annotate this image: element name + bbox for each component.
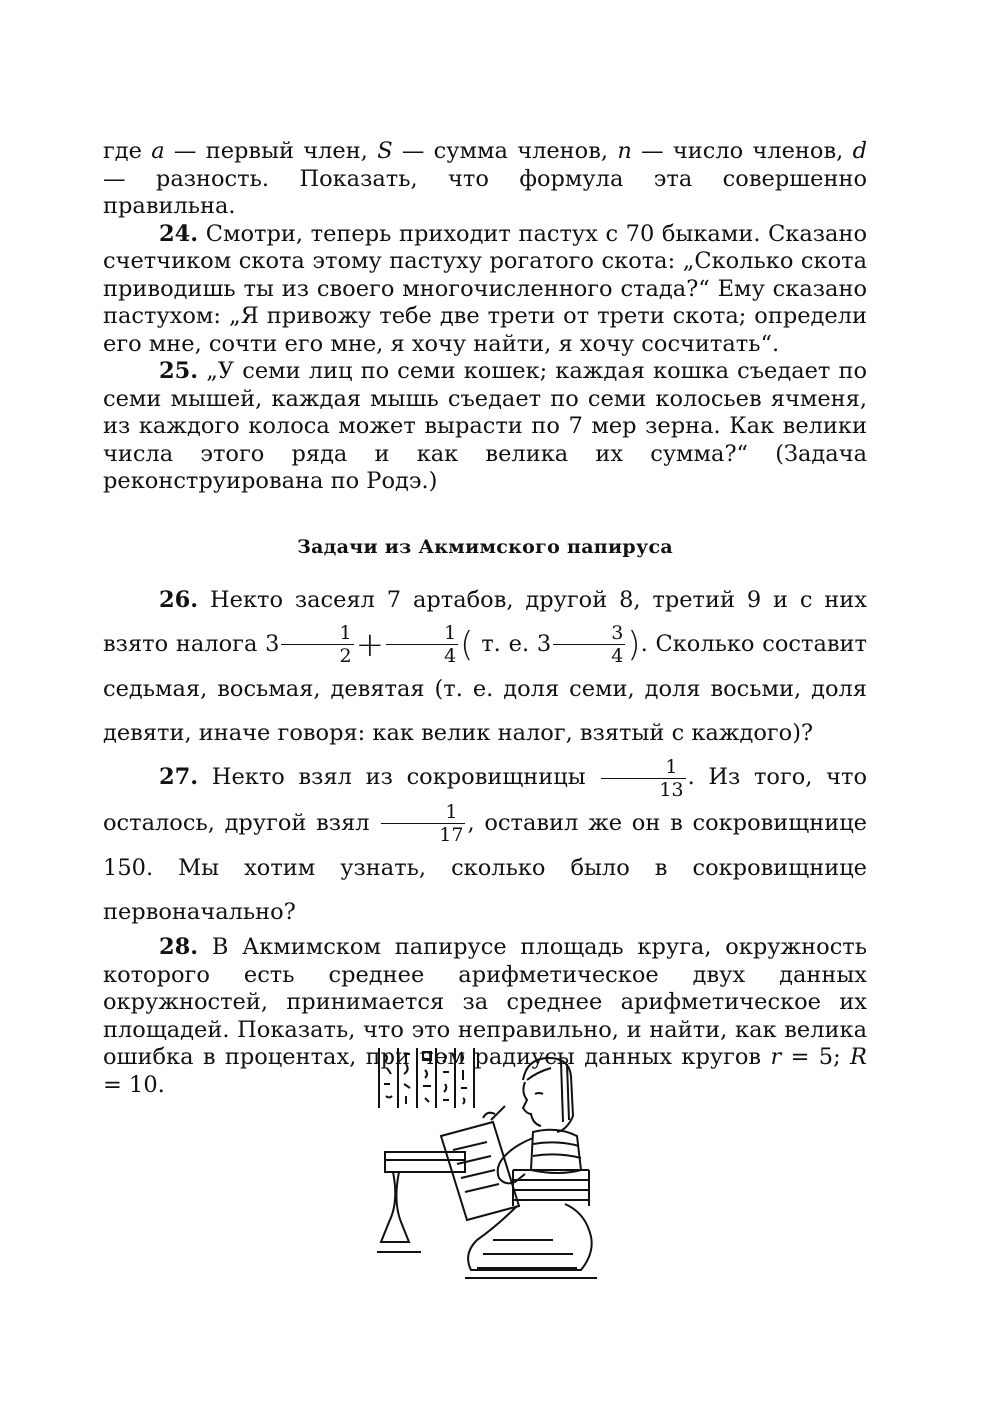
text-run: — первый член,: [164, 138, 378, 164]
section-heading: Задачи из Акмимского папируса: [297, 535, 673, 558]
problem-27: [103, 755, 867, 934]
left-paren: (: [460, 624, 474, 665]
formula-explanation: [103, 138, 867, 221]
problem-text: „У семи лиц по семи кошек; каждая кошка съедает по семи мышей, каждая мышь съедает по семи колосьев ячменя, из каждого колоса может вырасти по 7 мер зерна. Как велики числа этого ряда и как велика их сумма?“ (Задача реконструирована по Родэ.): [103, 358, 867, 494]
numerator: 1: [381, 801, 465, 824]
problem-number: 25.: [159, 358, 199, 384]
text-run: В Акмимском папирусе площадь круга, окружность которого есть среднее арифметическое двух данных окружностей, принимается за среднее арифметическое их площадей. Показать, что это неправильно, и найти, как велика ошибка в процентах, при чем радиусы данных кругов: [103, 934, 867, 1070]
page-body: [103, 138, 867, 1099]
text-run: — число членов,: [631, 138, 853, 164]
var-d: d: [852, 138, 867, 164]
var-R: R: [850, 1044, 867, 1070]
problem-24: [103, 221, 867, 359]
fraction: [381, 801, 465, 846]
problem-text: Смотри, теперь приходит пастух с 70 быками. Сказано счетчиком скота этому пастуху рогатого скота: „Сколько скота приводишь ты из своего многочисленного стада?“ Ему сказано пастухом: „Я привожу тебе две трети от трети скота; определи его мне, сочти его мне, я хочу найти, я хочу сосчитать“.: [103, 220, 867, 357]
var-s: S: [377, 138, 393, 164]
text-run: Некто засеял 7 артабов, другой 8, третий 9 и с них взято налога 3: [103, 586, 867, 657]
right-paren: ): [627, 624, 641, 665]
fraction: [601, 756, 685, 801]
egyptian-scribe-illustration: [373, 1040, 613, 1285]
text-run: = 5;: [781, 1044, 851, 1070]
text-run: Некто взял из сокровищницы: [198, 764, 600, 790]
denominator: 4: [444, 645, 457, 667]
numerator: 1: [281, 622, 353, 645]
text-run: где: [103, 138, 152, 164]
var-n: n: [617, 138, 632, 164]
fraction: [386, 622, 458, 667]
var-r: r: [770, 1044, 782, 1070]
denominator: 4: [611, 645, 624, 667]
problem-number: 26.: [159, 586, 199, 613]
var-a: a: [151, 138, 165, 164]
fraction: [281, 622, 353, 667]
problem-25: [103, 358, 867, 496]
denominator: 17: [439, 824, 464, 846]
text-run: — разность. Показать, что формула эта совершенно правильна.: [103, 165, 867, 219]
text-run: , оставил же он в сокровищнице 150. Мы хотим узнать, сколько было в сокровищнице первоначально?: [103, 809, 867, 925]
text-run: . Из того, что осталось, другой взял: [103, 764, 868, 836]
denominator: 2: [339, 645, 352, 667]
denominator: 13: [659, 778, 684, 801]
problem-number: 27.: [159, 764, 199, 790]
problem-26: [103, 578, 867, 756]
numerator: 1: [601, 756, 685, 779]
problem-number: 28.: [159, 934, 199, 960]
numerator: 3: [553, 622, 625, 645]
plus-sign: +: [355, 624, 385, 665]
numerator: 1: [386, 622, 458, 645]
text-run: — сумма членов,: [392, 138, 618, 164]
problem-number: 24.: [159, 220, 199, 247]
text-run: . Сколько составит седьмая, восьмая, девятая (т. е. доля семи, доля восьми, доля девяти, иначе говоря: как велик налог, взятый с каждого)?: [103, 630, 867, 746]
fraction: [553, 622, 625, 667]
text-run: т. е. 3: [473, 630, 552, 657]
text-run: = 10.: [103, 1071, 165, 1098]
